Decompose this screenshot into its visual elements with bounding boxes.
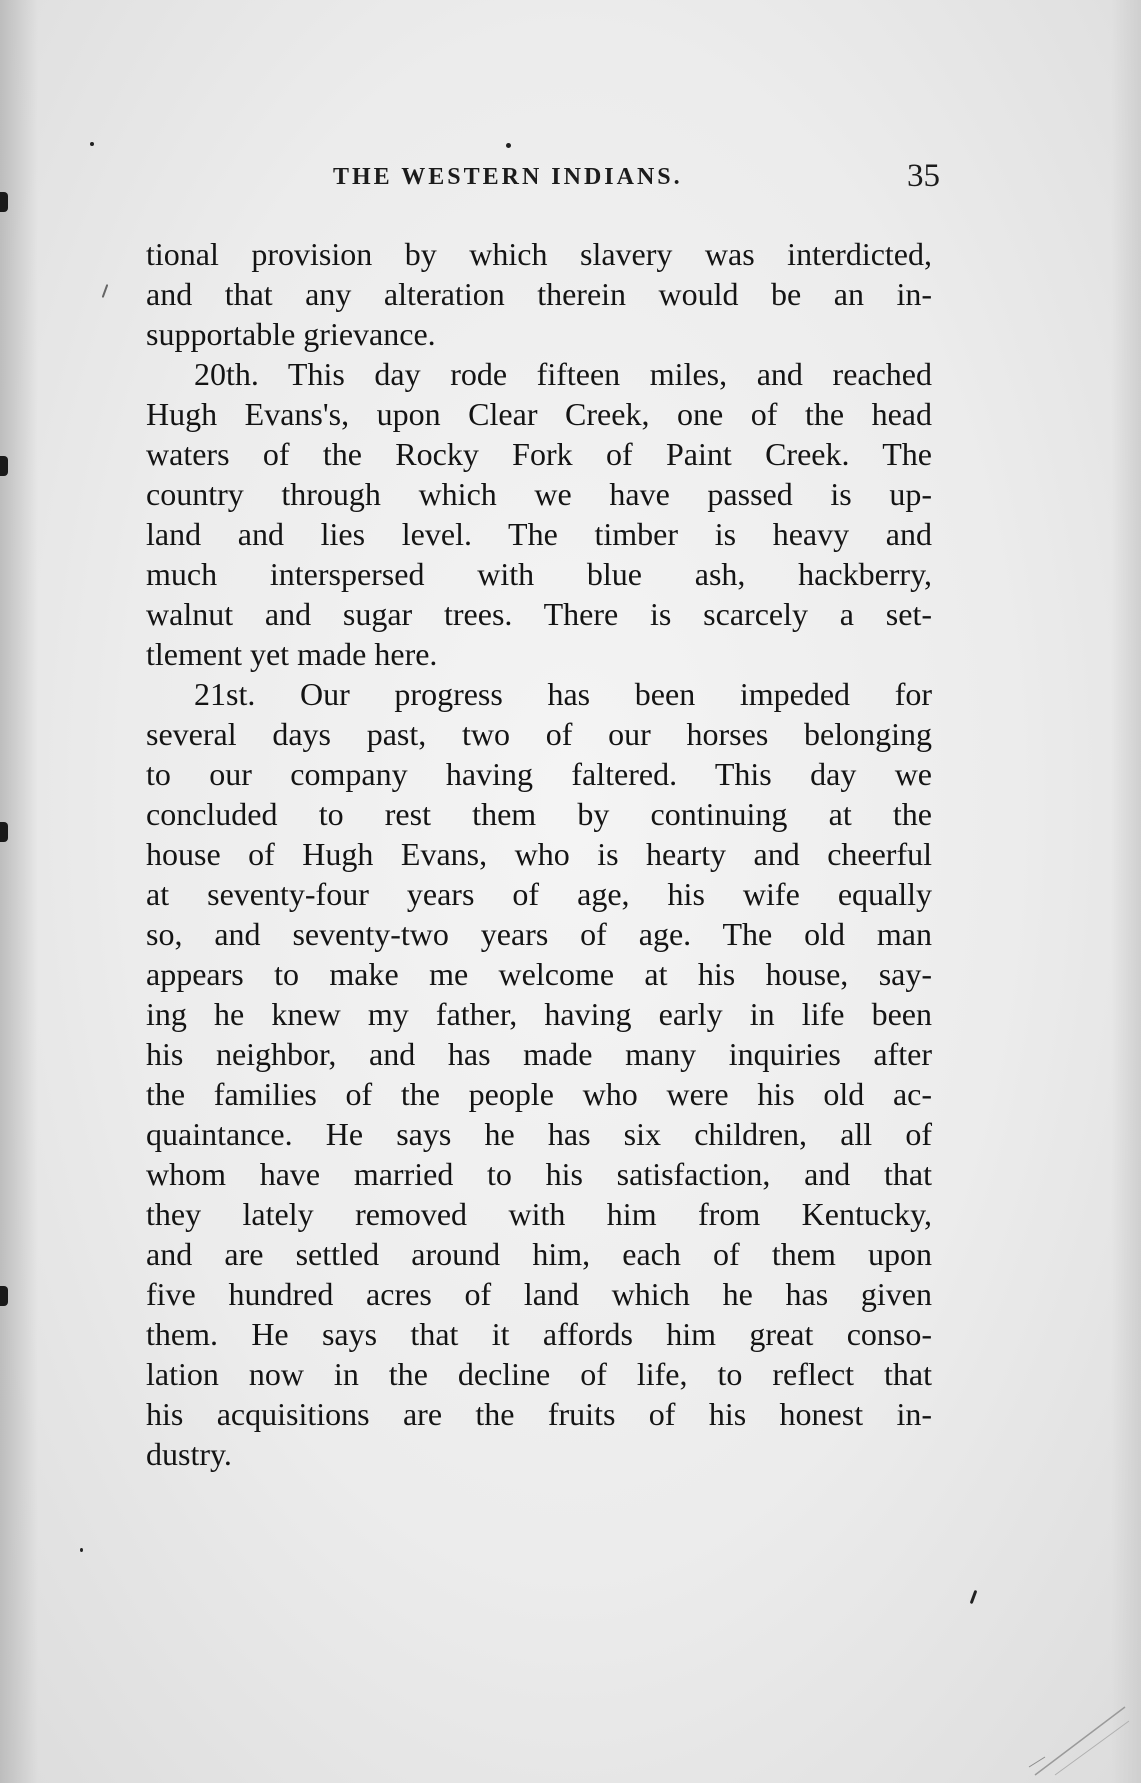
text-line: 21st. Our progress has been impeded for <box>194 676 932 712</box>
text-line: much interspersed with blue ash, hackberry, <box>146 556 932 592</box>
ink-speck <box>506 143 511 148</box>
corner-crease-mark <box>1025 1697 1135 1777</box>
ink-speck <box>80 1548 83 1552</box>
text-line: walnut and sugar trees. There is scarcely a set- <box>146 596 932 632</box>
text-line: tlement yet made here. <box>146 636 438 672</box>
text-line: five hundred acres of land which he has given <box>146 1276 932 1312</box>
text-line: and are settled around him, each of them upon <box>146 1236 932 1272</box>
page-number: 35 <box>907 158 940 194</box>
text-line: Hugh Evans's, upon Clear Creek, one of the head <box>146 396 932 432</box>
text-line: and that any alteration therein would be an in- <box>146 276 932 312</box>
text-line: several days past, two of our horses belonging <box>146 716 932 752</box>
text-line: the families of the people who were his old ac- <box>146 1076 932 1112</box>
text-line: quaintance. He says he has six children, all of <box>146 1116 932 1152</box>
text-line: dustry. <box>146 1436 232 1472</box>
text-line: country through which we have passed is up- <box>146 476 932 512</box>
text-line: his neighbor, and has made many inquiries after <box>146 1036 932 1072</box>
text-line: land and lies level. The timber is heavy and <box>146 516 932 552</box>
text-line: house of Hugh Evans, who is hearty and cheerful <box>146 836 932 872</box>
ink-speck <box>970 1590 978 1604</box>
binding-thread-mark <box>0 456 8 476</box>
body-text <box>146 234 932 1474</box>
text-line: appears to make me welcome at his house, say- <box>146 956 932 992</box>
running-title: THE WESTERN INDIANS. <box>333 164 683 190</box>
ink-speck <box>102 284 109 298</box>
binding-thread-mark <box>0 192 8 212</box>
text-line: to our company having faltered. This day we <box>146 756 932 792</box>
ink-speck <box>90 142 94 146</box>
binding-thread-mark <box>0 1286 8 1306</box>
text-line: his acquisitions are the fruits of his honest in- <box>146 1396 932 1432</box>
text-line: tional provision by which slavery was interdicted, <box>146 236 932 272</box>
text-line: lation now in the decline of life, to reflect that <box>146 1356 932 1392</box>
text-line: 20th. This day rode fifteen miles, and reached <box>194 356 932 392</box>
text-line: they lately removed with him from Kentucky, <box>146 1196 932 1232</box>
text-line: whom have married to his satisfaction, and that <box>146 1156 932 1192</box>
text-line: ing he knew my father, having early in life been <box>146 996 932 1032</box>
text-line: supportable grievance. <box>146 316 436 352</box>
text-line: waters of the Rocky Fork of Paint Creek. The <box>146 436 932 472</box>
binding-thread-mark <box>0 822 8 842</box>
text-line: so, and seventy-two years of age. The old man <box>146 916 932 952</box>
page-edge-shadow <box>1111 0 1141 1783</box>
text-line: at seventy-four years of age, his wife equally <box>146 876 932 912</box>
text-line: concluded to rest them by continuing at the <box>146 796 932 832</box>
spine-shadow <box>0 0 38 1783</box>
running-header <box>150 158 940 198</box>
text-line: them. He says that it affords him great conso- <box>146 1316 932 1352</box>
